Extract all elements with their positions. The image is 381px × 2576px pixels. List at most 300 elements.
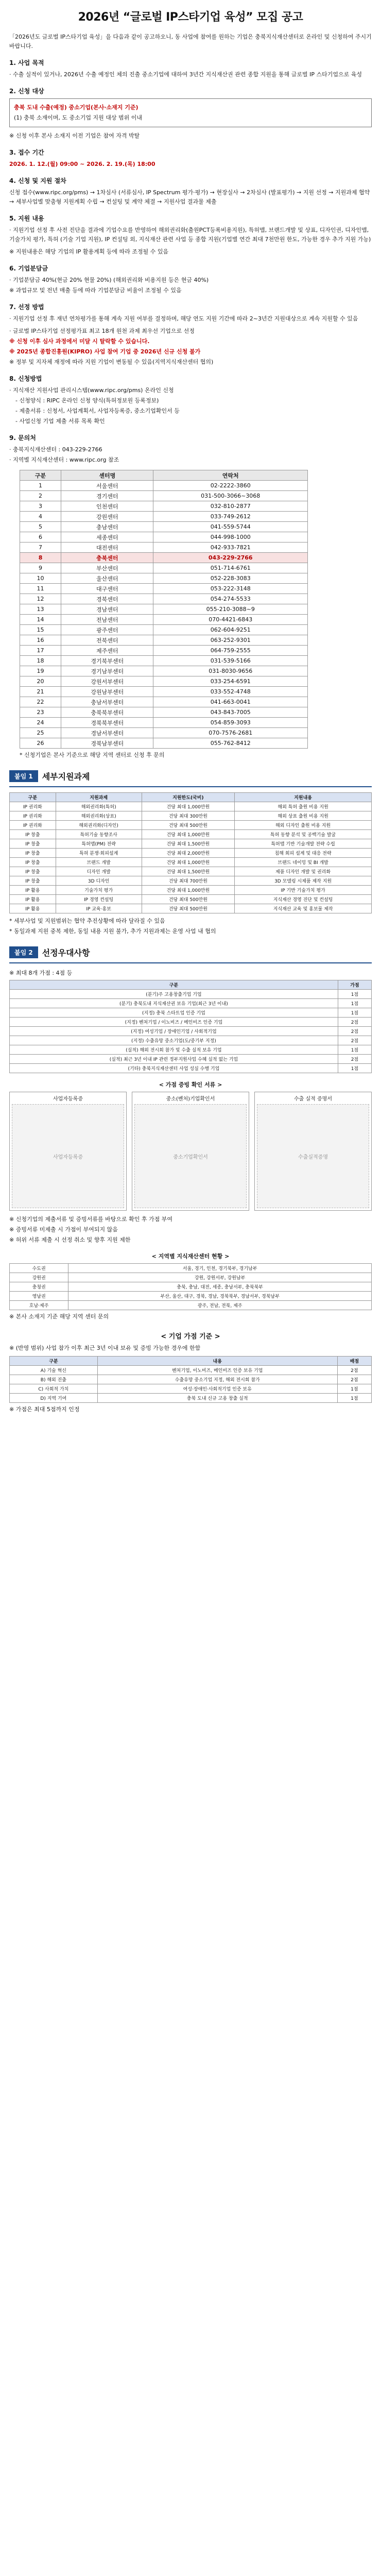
center-row xyxy=(20,738,308,749)
support-text: · 지원기업 선정 후 사전 진단을 결과에 기업수요를 반영하여 해외권리화(출원PCT등록비용지원), 특허맵, 브랜드개발 및 상표, 디자인권, 디자인맵, 기술가치 평가, 특허 (기술 기업 지원), IP 컨설팅 외, 지식재산 관련 사업 등 종합 지원(기업별 연간 최대 7천만원 한도, 가능한 경우 추가 지원 가능) xyxy=(9,227,371,243)
selection-bold1: ※ 신청 이후 심사 과정에서 미달 시 탈락할 수 있습니다. xyxy=(9,338,150,345)
contact-line1: · 충북지식재산센터 : 043-229-2766 xyxy=(9,446,102,453)
center-row xyxy=(20,656,308,666)
table-cell: 제품 디자인 개발 및 권리화 xyxy=(235,867,372,876)
table-cell: 1점 xyxy=(338,990,371,999)
selection-tail: ※ 정부 및 지자체 재정에 따라 지원 기업이 변동될 수 있음(지역지식재산센터 협의) xyxy=(9,359,214,365)
center-row xyxy=(20,728,308,738)
table-cell: 건당 최대 1,000만원 xyxy=(142,830,235,839)
table-cell: 건당 최대 1,000만원 xyxy=(142,802,235,811)
table-cell: 10 xyxy=(20,573,61,584)
target-box-title: 충북 도내 수출(예정) 중소기업(본사·소재지 기준) xyxy=(14,104,138,111)
table-cell: 031-8030-9656 xyxy=(153,666,308,676)
cert-caption: 사업자등록증 xyxy=(53,1096,83,1102)
table-cell: 2점 xyxy=(338,1036,371,1045)
score-table xyxy=(9,1356,372,1403)
cert-card xyxy=(132,1092,249,1211)
cert-card xyxy=(9,1092,127,1211)
center-row xyxy=(20,563,308,573)
target-box-line: (1) 충북 소재이며, 도 중소기업 지원 대상 범위 이내 xyxy=(14,114,142,121)
table-cell: 지식재산 교육 및 홍보물 제작 xyxy=(235,904,372,913)
table-cell: 지식재산 경영 진단 및 컨설팅 xyxy=(235,895,372,904)
table-cell: 경북남부센터 xyxy=(61,738,153,749)
section-contact-heading: 9. 문의처 xyxy=(9,434,36,442)
bonus-row xyxy=(10,990,372,999)
table-cell: 특허맵(PM) 전략 xyxy=(56,839,142,849)
appendix3-note: ※ 가점은 최대 5점까지 인정 xyxy=(9,1406,80,1413)
table-cell: 침해 회피 설계 및 대응 전략 xyxy=(235,849,372,858)
column-header: 구분 xyxy=(10,1357,98,1366)
center-row xyxy=(20,501,308,512)
table-cell: 울산센터 xyxy=(61,573,153,584)
table-cell: IP 활용 xyxy=(10,904,56,913)
region-row xyxy=(10,1292,372,1301)
support-row xyxy=(10,839,372,849)
support-row xyxy=(10,830,372,839)
table-cell: 여성·장애인·사회적기업 인증 보유 xyxy=(97,1384,337,1394)
column-header: 배점 xyxy=(337,1357,371,1366)
table-cell: IP 권리화 xyxy=(10,811,56,821)
appendix1-title: 세부지원과제 xyxy=(42,772,90,782)
table-cell: 특허기술 동향조사 xyxy=(56,830,142,839)
table-cell: 부산, 울산, 대구, 경북, 경남, 경북북부, 경남서부, 경북남부 xyxy=(68,1292,372,1301)
support-row xyxy=(10,876,372,886)
table-cell: IP 활용 xyxy=(10,895,56,904)
column-header: 연락처 xyxy=(153,470,308,481)
table-cell: 042-933-7821 xyxy=(153,543,308,553)
table-cell: 충남서부센터 xyxy=(61,697,153,707)
support-table xyxy=(9,792,372,913)
selection-bold2: ※ 2025년 종합진흥원(KIPRO) 사업 참여 기업 중 2026년 신규 신청 불가 xyxy=(9,348,201,355)
table-cell: (실적) 해외 전시회 참가 및 수출 실적 보유 기업 xyxy=(10,1045,338,1055)
table-cell: (분기)주 고용창출기업 기업 xyxy=(10,990,338,999)
section-cost-heading: 6. 기업분담금 xyxy=(9,265,48,272)
section-period-heading: 3. 접수 기간 xyxy=(9,149,44,156)
table-cell: 전남센터 xyxy=(61,615,153,625)
table-cell: 해외권리화(디자인) xyxy=(56,821,142,830)
target-box xyxy=(9,98,372,127)
bonus-row xyxy=(10,1008,372,1018)
table-cell: 19 xyxy=(20,666,61,676)
center-row xyxy=(20,697,308,707)
table-cell: 건당 최대 700만원 xyxy=(142,876,235,886)
table-cell: 9 xyxy=(20,563,61,573)
bonus-row xyxy=(10,1018,372,1027)
table-cell: IP 교육·홍보 xyxy=(56,904,142,913)
procedure-text: 신청 접수(www.ripc.org/pms) → 1차심사 (서류심사, IP Spectrum 평가·평가) → 현장실사 → 2차심사 (발표평가) → 지원 선정 → 지원과제 협약 → 세부사업별 맞춤형 지원계획 수립 → 컨설팅 및 계약 체결 → 지원사업 결과물 제출 xyxy=(9,189,370,205)
table-cell: 충청권 xyxy=(10,1282,68,1292)
table-cell: 26 xyxy=(20,738,61,749)
table-cell: 해외 디자인 출원 비용 지원 xyxy=(235,821,372,830)
table-cell: 25 xyxy=(20,728,61,738)
column-header: 구분 xyxy=(10,980,338,990)
table-cell: 070-4421-6843 xyxy=(153,615,308,625)
appendix2-intro: ※ 최대 8개 가점 : 4점 등 xyxy=(9,970,73,976)
table-cell: 041-663-0041 xyxy=(153,697,308,707)
table-cell: 5 xyxy=(20,522,61,532)
table-cell: B) 해외 진출 xyxy=(10,1375,98,1384)
section-support-heading: 5. 지원 내용 xyxy=(9,215,44,222)
support-row xyxy=(10,802,372,811)
table-cell: 18 xyxy=(20,656,61,666)
table-cell: 특허맵 기반 기술개발 전략 수립 xyxy=(235,839,372,849)
table-cell: 해외 특허 출원 비용 지원 xyxy=(235,802,372,811)
appendix3-title: < 기업 가점 기준 > xyxy=(161,1333,220,1341)
section-purpose-text: · 수출 실적이 있거나, 2026년 수출 예정인 체의 진출 중소기업에 대하여 3년간 지식재산권 관련 종합 지원을 통해 글로벌 IP 스타기업으로 육성 xyxy=(9,71,362,78)
center-row xyxy=(20,687,308,697)
table-cell: 2점 xyxy=(337,1375,371,1384)
map-note: ※ 본사 소재지 기준 해당 지역 센터 문의 xyxy=(9,1313,109,1320)
table-cell: 광주센터 xyxy=(61,625,153,635)
table-cell: 충북북부센터 xyxy=(61,707,153,718)
table-cell: 강원권 xyxy=(10,1273,68,1282)
table-cell: 디자인 개발 xyxy=(56,867,142,876)
table-cell: 22 xyxy=(20,697,61,707)
center-row xyxy=(20,718,308,728)
table-cell: 052-228-3083 xyxy=(153,573,308,584)
cert-title: < 가점 증빙 확인 서류 > xyxy=(159,1081,222,1088)
table-cell: 070-7576-2681 xyxy=(153,728,308,738)
table-cell: 경기남부센터 xyxy=(61,666,153,676)
page-title: 2026년 “글로벌 IP스타기업 육성” 모집 공고 xyxy=(78,11,303,24)
table-cell: 8 xyxy=(20,553,61,563)
section-selection-heading: 7. 선정 방법 xyxy=(9,303,44,311)
table-cell: (실적) 최근 3년 이내 IP 관련 정부지원사업 수혜 실적 없는 기업 xyxy=(10,1055,338,1064)
apply-line2: - 제출서류 : 신청서, 사업계획서, 사업자등록증, 중소기업확인서 등 xyxy=(15,408,180,414)
table-cell: 제주센터 xyxy=(61,646,153,656)
table-cell: 경남센터 xyxy=(61,604,153,615)
table-cell: 032-810-2877 xyxy=(153,501,308,512)
appendix2-note1: ※ 신청기업의 제출서류 및 증빙서류를 바탕으로 확인 후 가점 부여 xyxy=(9,1216,172,1223)
table-cell: (지정) 수출유망 중소기업(도/중기부 지정) xyxy=(10,1036,338,1045)
center-row xyxy=(20,666,308,676)
appendix2-note2: ※ 증빙서류 미제출 시 가점이 부여되지 않음 xyxy=(9,1226,118,1233)
table-cell: 3 xyxy=(20,501,61,512)
table-cell: 특허 분쟁·회피설계 xyxy=(56,849,142,858)
table-cell: IP 창출 xyxy=(10,876,56,886)
appendix1-tag: 붙임 1 xyxy=(9,770,38,782)
table-cell: 대구센터 xyxy=(61,584,153,594)
table-cell: 6 xyxy=(20,532,61,543)
table-cell: 2점 xyxy=(338,1027,371,1036)
table-cell: (지정) 여성기업 / 장애인기업 / 사회적기업 xyxy=(10,1027,338,1036)
table-cell: 16 xyxy=(20,635,61,646)
table-cell: 강원서부센터 xyxy=(61,676,153,687)
center-row xyxy=(20,553,308,563)
table-cell: IP 활용 xyxy=(10,886,56,895)
column-header: 지원내용 xyxy=(235,793,372,802)
table-cell: IP 창출 xyxy=(10,858,56,867)
bonus-row xyxy=(10,1036,372,1045)
table-cell: 21 xyxy=(20,687,61,697)
table-cell: 인천센터 xyxy=(61,501,153,512)
table-cell: 12 xyxy=(20,594,61,604)
table-cell: 해외 상표 출원 비용 지원 xyxy=(235,811,372,821)
center-row xyxy=(20,594,308,604)
column-header: 내용 xyxy=(97,1357,337,1366)
table-cell: 13 xyxy=(20,604,61,615)
map-title: < 지역별 지식재산센터 현황 > xyxy=(151,1253,230,1260)
centers-note: * 신청기업은 본사 기준으로 해당 지역 센터로 신청 후 문의 xyxy=(20,752,165,758)
score-row xyxy=(10,1375,372,1384)
table-cell: 건당 최대 1,500만원 xyxy=(142,867,235,876)
table-cell: 02-2222-3860 xyxy=(153,481,308,491)
center-row xyxy=(20,676,308,687)
center-row xyxy=(20,543,308,553)
table-cell: 033-552-4748 xyxy=(153,687,308,697)
target-note: ※ 신청 이후 본사 소재지 이전 기업은 참여 자격 박탈 xyxy=(9,132,140,139)
center-row xyxy=(20,625,308,635)
contact-line2[interactable]: · 지역별 지식재산센터 : www.ripc.org 참조 xyxy=(9,456,119,463)
table-cell: 건당 최대 1,000만원 xyxy=(142,858,235,867)
table-cell: 031-500-3066~3068 xyxy=(153,491,308,501)
table-cell: 세종센터 xyxy=(61,532,153,543)
table-cell: 3D 모델링 시제품 제작 지원 xyxy=(235,876,372,886)
table-cell: 3D 디자인 xyxy=(56,876,142,886)
cert-card xyxy=(254,1092,372,1211)
center-row xyxy=(20,646,308,656)
appendix3-intro: ※ (반영 범위) 사업 참가 이후 최근 3년 이내 보유 및 증빙 가능한 경우에 한함 xyxy=(9,1345,201,1351)
table-cell: IP 기반 기술가치 평가 xyxy=(235,886,372,895)
table-cell: 건당 최대 1,000만원 xyxy=(142,886,235,895)
region-row xyxy=(10,1264,372,1273)
table-cell: 경기센터 xyxy=(61,491,153,501)
table-cell: 053-222-3148 xyxy=(153,584,308,594)
center-row xyxy=(20,532,308,543)
column-header: 센터명 xyxy=(61,470,153,481)
table-cell: 건당 최대 300만원 xyxy=(142,811,235,821)
table-cell: 충북센터 xyxy=(61,553,153,563)
centers-table xyxy=(20,470,308,749)
appendix1-note2: * 동일과제 지원 중복 제한, 동일 내용 지원 불가, 추가 지원과제는 운영 사업 내 협의 xyxy=(9,928,216,935)
cert-caption: 수출 실적 증명서 xyxy=(294,1096,332,1102)
table-cell: 호남·제주 xyxy=(10,1301,68,1310)
table-cell: 서울, 경기, 인천, 경기북부, 경기남부 xyxy=(68,1264,372,1273)
support-row xyxy=(10,904,372,913)
section-apply-heading: 8. 신청방법 xyxy=(9,375,42,382)
score-row xyxy=(10,1366,372,1375)
document-image xyxy=(257,1104,369,1208)
table-cell: 1점 xyxy=(338,1045,371,1055)
table-cell: 055-762-8412 xyxy=(153,738,308,749)
table-cell: 전북센터 xyxy=(61,635,153,646)
document-name: 수출실적증명 xyxy=(298,1154,328,1160)
table-cell: 벤처기업, 이노비즈, 메인비즈 인증 보유 기업 xyxy=(97,1366,337,1375)
table-cell: D) 지역 기여 xyxy=(10,1394,98,1403)
support-row xyxy=(10,849,372,858)
center-row xyxy=(20,491,308,501)
table-cell: 경북북부센터 xyxy=(61,718,153,728)
table-cell: 2점 xyxy=(337,1366,371,1375)
center-row xyxy=(20,481,308,491)
region-row xyxy=(10,1301,372,1310)
score-row xyxy=(10,1384,372,1394)
selection-text: · 지원기업 선정 후 재년 연차평가를 통해 계속 지원 여부를 결정하며, 해당 연도 지원 기간에 따라 2~3년간 지원대상으로 계속 지원할 수 있음 xyxy=(9,315,358,322)
support-row xyxy=(10,867,372,876)
cost-text: · 기업분담금 40%(현금 20% 현물 20%) (해외권리화 비용지원 등은 현금 40%) xyxy=(9,277,209,283)
support-row xyxy=(10,895,372,904)
center-row xyxy=(20,573,308,584)
appendix2-banner xyxy=(9,946,372,958)
column-header: 구분 xyxy=(10,793,56,802)
table-cell: IP 창출 xyxy=(10,867,56,876)
table-cell: 대전센터 xyxy=(61,543,153,553)
table-cell: 충북 도내 신규 고용 창출 실적 xyxy=(97,1394,337,1403)
table-cell: 충남센터 xyxy=(61,522,153,532)
table-cell: 경북센터 xyxy=(61,594,153,604)
table-cell: 031-539-5166 xyxy=(153,656,308,666)
table-cell: 부산센터 xyxy=(61,563,153,573)
table-cell: 수도권 xyxy=(10,1264,68,1273)
center-row xyxy=(20,615,308,625)
table-cell: 특허 동향 분석 및 공백기술 발굴 xyxy=(235,830,372,839)
center-row xyxy=(20,707,308,718)
period-text: 2026. 1. 12.(월) 09:00 ~ 2026. 2. 19.(목) 18:00 xyxy=(9,161,155,167)
support-row xyxy=(10,858,372,867)
table-cell: 기술가치 평가 xyxy=(56,886,142,895)
table-cell: 041-559-5744 xyxy=(153,522,308,532)
table-cell: 043-843-7005 xyxy=(153,707,308,718)
table-cell: 051-714-6761 xyxy=(153,563,308,573)
table-cell: 1점 xyxy=(338,1064,371,1073)
support-row xyxy=(10,811,372,821)
appendix1-note1: * 세부사업 및 지원범위는 협약 추진상황에 따라 달라질 수 있음 xyxy=(9,918,165,924)
table-cell: 브랜드 네이밍 및 BI 개발 xyxy=(235,858,372,867)
appendix1-banner xyxy=(9,770,372,782)
table-cell: 044-998-1000 xyxy=(153,532,308,543)
table-cell: 054-274-5533 xyxy=(153,594,308,604)
table-cell: 7 xyxy=(20,543,61,553)
table-cell: 서울센터 xyxy=(61,481,153,491)
table-cell: (지정) 벤처기업 / 이노비즈 / 메인비즈 인증 기업 xyxy=(10,1018,338,1027)
column-header: 지원과제 xyxy=(56,793,142,802)
table-cell: 해외권리화(상표) xyxy=(56,811,142,821)
cost-note: ※ 과업규모 및 전년 매출 등에 따라 기업분담금 비율이 조정될 수 있음 xyxy=(9,287,182,294)
table-cell: 강원남부센터 xyxy=(61,687,153,697)
region-row xyxy=(10,1282,372,1292)
bonus-row xyxy=(10,1055,372,1064)
table-cell: IP 창출 xyxy=(10,839,56,849)
table-cell: 043-229-2766 xyxy=(153,553,308,563)
table-cell: 경남서부센터 xyxy=(61,728,153,738)
table-cell: 수출유망 중소기업 지정, 해외 전시회 참가 xyxy=(97,1375,337,1384)
column-header: 가점 xyxy=(338,980,371,990)
table-cell: 20 xyxy=(20,676,61,687)
table-cell: IP 권리화 xyxy=(10,802,56,811)
table-cell: 브랜드 개발 xyxy=(56,858,142,867)
table-cell: 24 xyxy=(20,718,61,728)
apply-line1: - 신청양식 : RIPC 온라인 신청 양식(특허정보원 등록정보) xyxy=(15,397,159,404)
table-cell: 2점 xyxy=(338,1018,371,1027)
section-purpose-heading: 1. 사업 목적 xyxy=(9,59,44,66)
table-cell: C) 사회적 가치 xyxy=(10,1384,98,1394)
table-cell: 11 xyxy=(20,584,61,594)
appendix2-note3: ※ 허위 서류 제출 시 선정 취소 및 향후 지원 제한 xyxy=(9,1236,131,1243)
support-row xyxy=(10,886,372,895)
table-cell: 4 xyxy=(20,512,61,522)
document-name: 사업자등록증 xyxy=(53,1154,83,1160)
support-row xyxy=(10,821,372,830)
table-cell: 건당 최대 500만원 xyxy=(142,895,235,904)
table-cell: 062-604-9251 xyxy=(153,625,308,635)
table-cell: 건당 최대 1,500만원 xyxy=(142,839,235,849)
cert-caption: 중소(벤처)기업확인서 xyxy=(166,1096,215,1102)
table-cell: IP 권리화 xyxy=(10,821,56,830)
table-cell: 해외권리화(특허) xyxy=(56,802,142,811)
table-cell: 건당 최대 500만원 xyxy=(142,904,235,913)
table-cell: 1점 xyxy=(337,1394,371,1403)
center-row xyxy=(20,604,308,615)
region-row xyxy=(10,1273,372,1282)
table-cell: 17 xyxy=(20,646,61,656)
center-row xyxy=(20,584,308,594)
bonus-row xyxy=(10,1045,372,1055)
document-image xyxy=(134,1104,247,1208)
table-cell: 영남권 xyxy=(10,1292,68,1301)
center-row xyxy=(20,522,308,532)
center-row xyxy=(20,635,308,646)
document-image xyxy=(12,1104,124,1208)
table-cell: 광주, 전남, 전북, 제주 xyxy=(68,1301,372,1310)
table-cell: 23 xyxy=(20,707,61,718)
table-cell: 건당 최대 2,000만원 xyxy=(142,849,235,858)
column-header: 지원한도(국비) xyxy=(142,793,235,802)
selection-line2: · 글로벌 IP스타기업 선정평가표 최고 18개 원천 과제 최우선 기업으로 선정 xyxy=(9,328,195,334)
table-cell: 054-859-3093 xyxy=(153,718,308,728)
cert-cards xyxy=(9,1092,372,1211)
appendix2-tag: 붙임 2 xyxy=(9,946,38,958)
table-cell: 2 xyxy=(20,491,61,501)
region-table xyxy=(9,1263,372,1310)
table-cell: 경기북부센터 xyxy=(61,656,153,666)
intro-text: 「2026년도 글로벌 IP스타기업 육성」을 다음과 같이 공고하오니, 동 사업에 참여를 원하는 기업은 충북지식재산센터로 온라인 및 신청하여 주시기 바랍니다. xyxy=(9,33,372,49)
table-cell: 충북, 충남, 대전, 세종, 충남서부, 충북북부 xyxy=(68,1282,372,1292)
table-cell: 강원, 강원서부, 강원남부 xyxy=(68,1273,372,1282)
table-cell: 1점 xyxy=(338,999,371,1008)
table-cell: IP 창출 xyxy=(10,849,56,858)
column-header: 구분 xyxy=(20,470,61,481)
table-cell: 14 xyxy=(20,615,61,625)
table-cell: 033-254-6591 xyxy=(153,676,308,687)
table-cell: 033-749-2612 xyxy=(153,512,308,522)
bonus-row xyxy=(10,1064,372,1073)
table-cell: 063-252-9301 xyxy=(153,635,308,646)
table-cell: (분기) 충북도내 지식재산권 보유 기업(최근 3년 이내) xyxy=(10,999,338,1008)
table-cell: IP 경영 컨설팅 xyxy=(56,895,142,904)
document-name: 중소기업확인서 xyxy=(173,1154,208,1160)
bonus-row xyxy=(10,999,372,1008)
table-cell: (기타) 충북지식재산센터 사업 성실 수행 기업 xyxy=(10,1064,338,1073)
table-cell: 2점 xyxy=(338,1055,371,1064)
table-cell: 1점 xyxy=(338,1008,371,1018)
appendix2-title: 선정우대사항 xyxy=(42,948,90,958)
table-cell: 055-210-3088~9 xyxy=(153,604,308,615)
score-row xyxy=(10,1394,372,1403)
table-cell: 1점 xyxy=(337,1384,371,1394)
center-row xyxy=(20,512,308,522)
bonus-table xyxy=(9,980,372,1073)
bonus-row xyxy=(10,1027,372,1036)
apply-line3: - 사업신청 기업 제출 서류 목록 확인 xyxy=(15,418,105,425)
section-target-heading: 2. 신청 대상 xyxy=(9,88,44,95)
table-cell: A) 기술 혁신 xyxy=(10,1366,98,1375)
table-cell: (지정) 충북 스타트업 인증 기업 xyxy=(10,1008,338,1018)
table-cell: 064-759-2555 xyxy=(153,646,308,656)
apply-text[interactable]: · 지식재산 지원사업 관리시스템(www.ripc.org/pms) 온라인 신청 xyxy=(9,387,174,394)
support-note: ※ 지원내용은 해당 기업의 IP 활용계획 등에 따라 조정될 수 있음 xyxy=(9,248,169,255)
table-cell: 1 xyxy=(20,481,61,491)
table-cell: 15 xyxy=(20,625,61,635)
